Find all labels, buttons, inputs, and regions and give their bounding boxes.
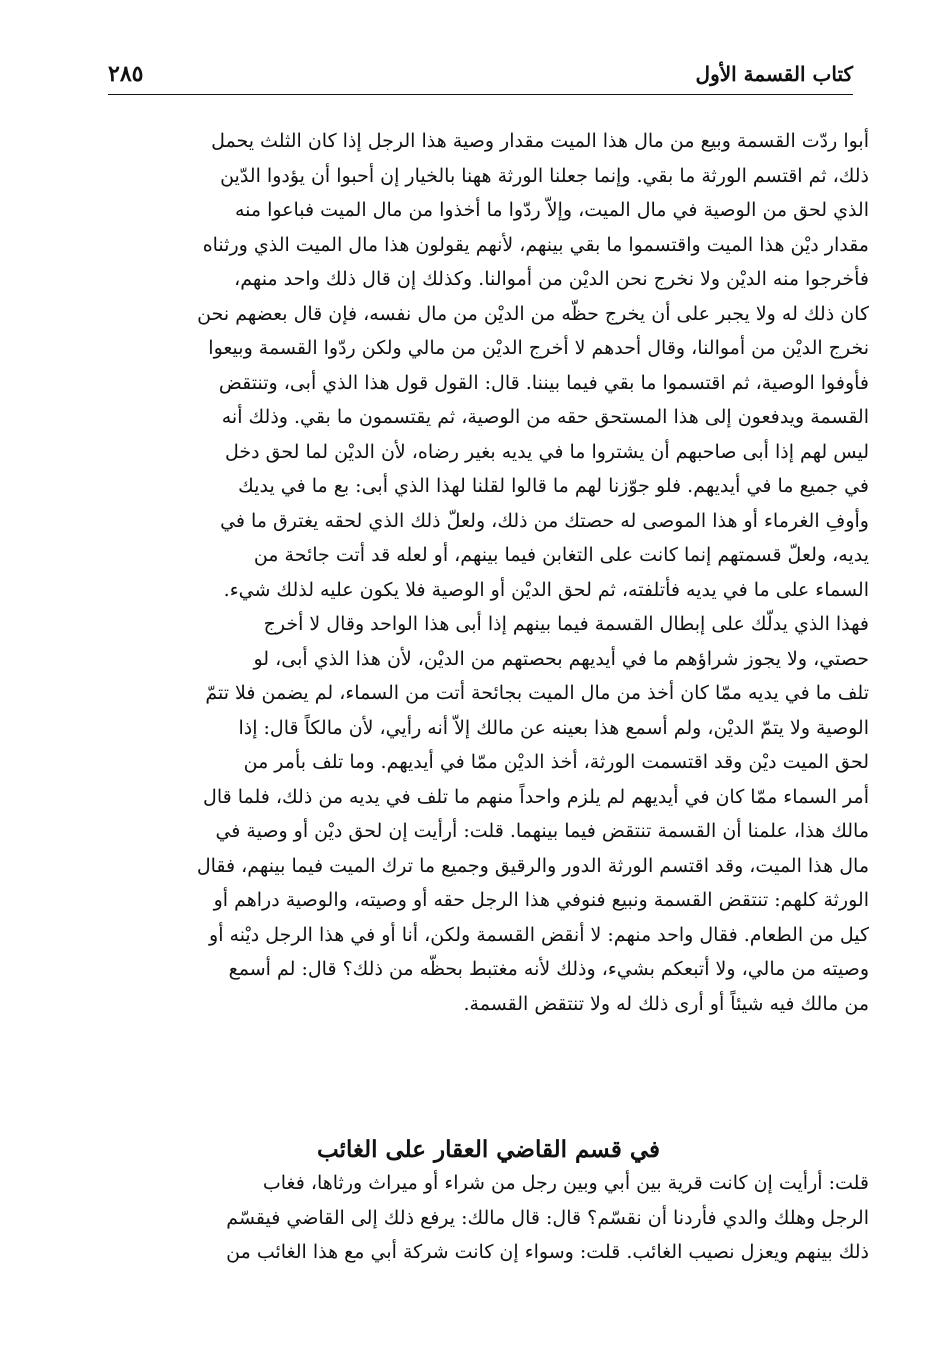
body-line: مال هذا الميت، وقد اقتسم الورثة الدور والرقيق وجميع ما ترك الميت فيما بينهم، فقال — [196, 854, 869, 877]
body-line: مقدار ديْن هذا الميت واقتسموا ما بقي بينهم، لأنهم يقولون هذا مال الميت الذي ورثناه — [202, 233, 869, 256]
body-line: وصيته من مالي، ولا أتبعكم بشيء، وذلك لأنه مغتبط بحظّه من ذلك؟ قال: لم أسمع — [228, 958, 869, 980]
body-line: الوصية ولا يتمّ الديْن، ولم أسمع هذا بعينه عن مالك إلاّ أنه رأيي، لأن مالكاً قال: إذا — [238, 716, 869, 739]
body-line: لحق الميت ديْن وقد اقتسمت الورثة، أخذ الديْن ممّا في أيديهم. وما تلف بأمر من — [243, 751, 869, 773]
body-line: حصتي، ولا يجوز شراؤهم ما في أيديهم بحصتهم من الديْن، لأن هذا الذي أبى، لو — [253, 647, 869, 670]
body-line: مالك هذا، علمنا أن القسمة تنتقض فيما بينهما. قلت: أرأيت إن لحق ديْن أو وصية في — [215, 820, 869, 842]
book-title: كتاب القسمة الأول — [695, 62, 853, 86]
section-heading: في قسم القاضي العقار على الغائب — [316, 1136, 660, 1163]
body-line: كان ذلك له ولا يجبر على أن يخرج حظّه من الديْن من مال نفسه، فإن قال بعضهم نحن — [197, 302, 869, 325]
body-line: كيل من الطعام. فقال واحد منهم: لا أنقض القسمة ولكن، أنا أو في هذا الرجل ديْنه أو — [209, 923, 869, 946]
section-text — [108, 1166, 869, 1270]
body-line: نخرج الديْن من أموالنا، وقال أحدهم لا أخرج الديْن من مالي ولكن ردّوا القسمة وبيعوا — [208, 337, 869, 359]
body-line: من مالك فيه شيئاً أو أرى ذلك له ولا تنتقض القسمة. — [463, 992, 869, 1015]
body-line: القسمة ويدفعون إلى هذا المستحق حقه من الوصية، ثم يقتسمون ما بقي. وذلك أنه — [221, 406, 869, 428]
body-line: أبوا ردّت القسمة وبيع من مال هذا الميت مقدار وصية هذا الرجل إذا كان الثلث يحمل — [211, 130, 869, 152]
body-line: أمر السماء ممّا كان في أيديهم لم يلزم واحداً منهم ما تلف في يديه من ذلك، فلما قال — [203, 785, 869, 808]
body-line: تلف ما في يديه ممّا كان أخذ من مال الميت بجائحة أتت من السماء، لم يضمن فلا تتمّ — [205, 682, 869, 704]
section-line: الرجل وهلك والدي فأردنا أن نقسّم؟ قال: قال مالك: يرفع ذلك إلى القاضي فيقسّم — [226, 1206, 869, 1229]
page-number: ٢٨٥ — [108, 61, 144, 87]
section-line: قلت: أرأيت إن كانت قرية بين أبي وبين رجل من شراء أو ميراث ورثاها، فغاب — [262, 1172, 869, 1194]
body-line: فهذا الذي يدلّك على إبطال القسمة فيما بينهم إذا أبى هذا الواحد وقال لا أخرج — [263, 613, 869, 635]
body-line: ذلك، ثم اقتسم الورثة ما بقي. وإنما جعلنا الورثة ههنا بالخيار إن أحبوا أن يؤدوا الدّين — [220, 164, 869, 187]
section-line: ذلك بينهم ويعزل نصيب الغائب. قلت: وسواء إن كانت شركة أبي مع هذا الغائب من — [226, 1241, 869, 1263]
body-line: وأوفِ الغرماء أو هذا الموصى له حصتك من ذلك، ولعلّ ذلك الذي لحقه يغترق ما في — [220, 509, 869, 532]
body-line: فأخرجوا منه الديْن ولا نخرج نحن الديْن من أموالنا. وكذلك إن قال ذلك واحد منهم، — [234, 268, 869, 290]
body-line: يديه، ولعلّ قسمتهم إنما كانت على التغابن فيما بينهم، أو لعله قد أتت جائحة من — [253, 544, 869, 566]
body-line: ليس لهم إذا أبى صاحبهم أن يشتروا ما في يديه بغير رضاه، لأن الديْن لما لحق دخل — [224, 440, 869, 463]
body-text — [108, 124, 869, 1021]
running-header — [108, 58, 853, 95]
body-line: الذي لحق من الوصية في مال الميت، وإلاّ ردّوا ما أخذوا من مال الميت فباعوا منه — [234, 199, 869, 221]
body-line: الورثة كلهم: تنتقض القسمة ونبيع فنوفي هذا الرجل حقه أو وصيته، والوصية دراهم أو — [213, 889, 869, 911]
body-line: السماء على ما في يديه فأتلفته، ثم لحق الديْن أو الوصية فلا يكون عليه لذلك شيء. — [223, 578, 869, 601]
body-line: فأوفوا الوصية، ثم اقتسموا ما بقي فيما بيننا. قال: القول قول هذا الذي أبى، وتنتقض — [218, 371, 869, 394]
body-line: في جميع ما في أيديهم. فلو جوّزنا لهم ما قالوا لقلنا لهذا الذي أبى: بع ما في يديك — [238, 475, 869, 497]
